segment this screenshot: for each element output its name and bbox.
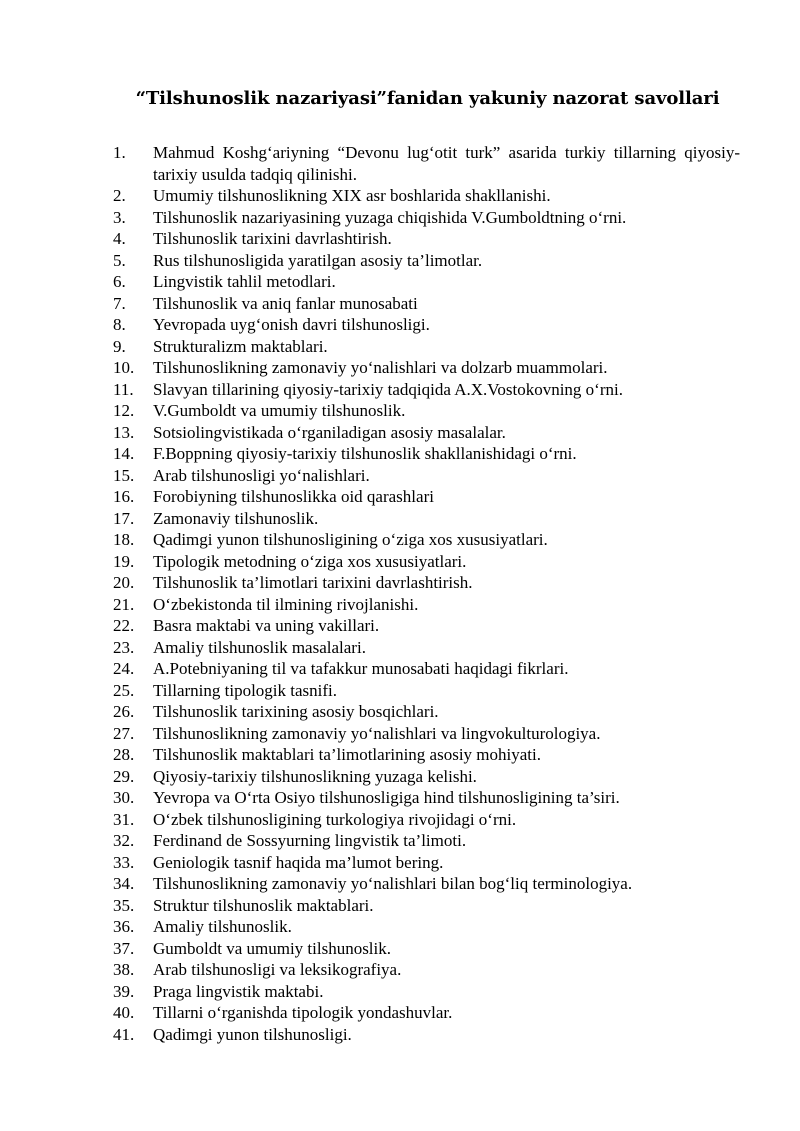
- question-item: [113, 142, 740, 185]
- question-number: 21.: [113, 594, 135, 614]
- question-text: Forobiyning tilshunoslikka oid qarashlari: [153, 487, 434, 506]
- question-item: [113, 594, 740, 616]
- question-number: 7.: [113, 293, 126, 313]
- question-text: Tillarning tipologik tasnifi.: [153, 680, 338, 700]
- question-text: O‘zbek tilshunosligining turkologiya rivojidagi o‘rni.: [153, 809, 517, 829]
- question-number: 29.: [113, 766, 135, 786]
- question-text: Strukturalizm maktablari.: [153, 336, 328, 356]
- question-number: 10.: [113, 358, 135, 377]
- question-number: 18.: [113, 530, 135, 549]
- question-item: [113, 852, 740, 874]
- question-text: Tilshunoslik maktablari ta’limotlarining asosiy mohiyati.: [153, 745, 541, 764]
- question-text: Mahmud Koshg‘ariyning “Devonu lug‘otit turk” asarida turkiy tillarning qiyosiy-tarixiy usulda tadqiq qilinishi.: [153, 143, 740, 184]
- question-item: [113, 938, 740, 960]
- question-item: [113, 551, 740, 573]
- question-text: Tipologik metodning o‘ziga xos xususiyatlari.: [153, 551, 467, 571]
- question-number: 5.: [113, 250, 126, 270]
- question-text: Basra maktabi va uning vakillari.: [153, 616, 380, 635]
- question-text: Arab tilshunosligi va leksikografiya.: [153, 960, 402, 979]
- question-text: Lingvistik tahlil metodlari.: [153, 272, 336, 291]
- question-text: Tilshunoslik nazariyasining yuzaga chiqishida V.Gumboldtning o‘rni.: [153, 207, 627, 227]
- question-number: 16.: [113, 487, 135, 506]
- question-list: [113, 142, 740, 1045]
- question-text: Tilshunoslik va aniq fanlar munosabati: [153, 293, 418, 313]
- question-number: 25.: [113, 680, 135, 700]
- question-number: 27.: [113, 723, 135, 743]
- question-item: [113, 486, 740, 508]
- question-number: 3.: [113, 207, 126, 227]
- question-number: 28.: [113, 745, 135, 764]
- question-number: 14.: [113, 444, 135, 463]
- question-text: Qadimgi yunon tilshunosligining o‘ziga xos xususiyatlari.: [153, 530, 548, 549]
- question-number: 34.: [113, 874, 135, 893]
- question-item: [113, 658, 740, 680]
- question-text: Qadimgi yunon tilshunosligi.: [153, 1024, 352, 1044]
- question-item: [113, 981, 740, 1003]
- question-text: O‘zbekistonda til ilmining rivojlanishi.: [153, 594, 419, 614]
- question-item: [113, 895, 740, 917]
- question-text: Umumiy tilshunoslikning XIX asr boshlarida shakllanishi.: [153, 186, 551, 205]
- question-text: Yevropada uyg‘onish davri tilshunosligi.: [153, 315, 430, 334]
- question-number: 33.: [113, 852, 135, 872]
- question-number: 9.: [113, 336, 126, 356]
- question-item: [113, 744, 740, 766]
- question-item: [113, 250, 740, 272]
- question-item: [113, 465, 740, 487]
- question-item: [113, 830, 740, 852]
- question-item: [113, 379, 740, 401]
- question-number: 32.: [113, 831, 135, 850]
- question-item: [113, 680, 740, 702]
- question-item: [113, 701, 740, 723]
- question-number: 36.: [113, 917, 135, 936]
- question-number: 13.: [113, 422, 135, 442]
- question-item: [113, 228, 740, 250]
- question-number: 40.: [113, 1003, 135, 1022]
- question-number: 35.: [113, 895, 135, 915]
- question-number: 12.: [113, 401, 135, 420]
- question-item: [113, 766, 740, 788]
- question-text: Rus tilshunosligida yaratilgan asosiy ta’limotlar.: [153, 250, 483, 270]
- question-number: 26.: [113, 702, 135, 721]
- question-number: 2.: [113, 186, 126, 205]
- question-item: [113, 615, 740, 637]
- question-number: 19.: [113, 551, 135, 571]
- question-item: [113, 1002, 740, 1024]
- question-text: Struktur tilshunoslik maktablari.: [153, 895, 374, 915]
- question-text: Tilshunoslikning zamonaviy yo‘nalishlari va dolzarb muammolari.: [153, 358, 608, 377]
- question-number: 39.: [113, 981, 135, 1001]
- question-number: 22.: [113, 616, 135, 635]
- question-number: 38.: [113, 960, 135, 979]
- question-number: 31.: [113, 809, 135, 829]
- question-text: Praga lingvistik maktabi.: [153, 981, 324, 1001]
- question-number: 24.: [113, 659, 135, 678]
- question-text: Tillarni o‘rganishda tipologik yondashuvlar.: [153, 1003, 453, 1022]
- question-number: 41.: [113, 1024, 135, 1044]
- question-number: 17.: [113, 508, 135, 528]
- question-item: [113, 916, 740, 938]
- question-number: 4.: [113, 229, 126, 248]
- question-item: [113, 1024, 740, 1046]
- question-text: Amaliy tilshunoslik masalalari.: [153, 637, 366, 657]
- question-item: [113, 271, 740, 293]
- question-text: Amaliy tilshunoslik.: [153, 917, 292, 936]
- question-number: 1.: [113, 143, 126, 162]
- question-item: [113, 637, 740, 659]
- question-item: [113, 336, 740, 358]
- question-number: 11.: [113, 379, 134, 399]
- question-text: Tilshunoslik ta’limotlari tarixini davrlashtirish.: [153, 573, 473, 592]
- question-text: Yevropa va O‘rta Osiyo tilshunosligiga hind tilshunosligining ta’siri.: [153, 788, 620, 807]
- question-item: [113, 422, 740, 444]
- question-text: Zamonaviy tilshunoslik.: [153, 508, 319, 528]
- question-text: Tilshunoslik tarixini davrlashtirish.: [153, 229, 392, 248]
- document-title: “Tilshunoslik nazariyasi”fanidan yakuniy nazorat savollari: [135, 88, 720, 109]
- question-text: A.Potebniyaning til va tafakkur munosabati haqidagi fikrlari.: [153, 659, 569, 678]
- question-number: 30.: [113, 788, 135, 807]
- question-item: [113, 400, 740, 422]
- question-text: Qiyosiy-tarixiy tilshunoslikning yuzaga kelishi.: [153, 766, 477, 786]
- question-item: [113, 959, 740, 981]
- question-text: Slavyan tillarining qiyosiy-tarixiy tadqiqida A.X.Vostokovning o‘rni.: [153, 379, 623, 399]
- question-text: Gumboldt va umumiy tilshunoslik.: [153, 938, 392, 958]
- question-item: [113, 572, 740, 594]
- question-number: 15.: [113, 465, 135, 485]
- question-item: [113, 207, 740, 229]
- question-number: 6.: [113, 272, 126, 291]
- question-number: 37.: [113, 938, 135, 958]
- question-number: 20.: [113, 573, 135, 592]
- question-item: [113, 357, 740, 379]
- question-text: F.Boppning qiyosiy-tarixiy tilshunoslik shakllanishidagi o‘rni.: [153, 444, 577, 463]
- question-text: Ferdinand de Sossyurning lingvistik ta’limoti.: [153, 831, 467, 850]
- question-number: 23.: [113, 637, 135, 657]
- question-text: Arab tilshunosligi yo‘nalishlari.: [153, 465, 370, 485]
- question-item: [113, 809, 740, 831]
- question-text: V.Gumboldt va umumiy tilshunoslik.: [153, 401, 406, 420]
- question-number: 8.: [113, 315, 126, 334]
- question-item: [113, 723, 740, 745]
- question-item: [113, 185, 740, 207]
- question-item: [113, 443, 740, 465]
- question-item: [113, 314, 740, 336]
- question-text: Geniologik tasnif haqida ma’lumot bering.: [153, 852, 444, 872]
- question-item: [113, 529, 740, 551]
- question-item: [113, 293, 740, 315]
- question-item: [113, 787, 740, 809]
- question-text: Tilshunoslikning zamonaviy yo‘nalishlari bilan bog‘liq terminologiya.: [153, 874, 633, 893]
- question-text: Tilshunoslikning zamonaviy yo‘nalishlari va lingvokulturologiya.: [153, 723, 601, 743]
- question-item: [113, 873, 740, 895]
- question-text: Sotsiolingvistikada o‘rganiladigan asosiy masalalar.: [153, 422, 506, 442]
- question-item: [113, 508, 740, 530]
- question-text: Tilshunoslik tarixining asosiy bosqichlari.: [153, 702, 439, 721]
